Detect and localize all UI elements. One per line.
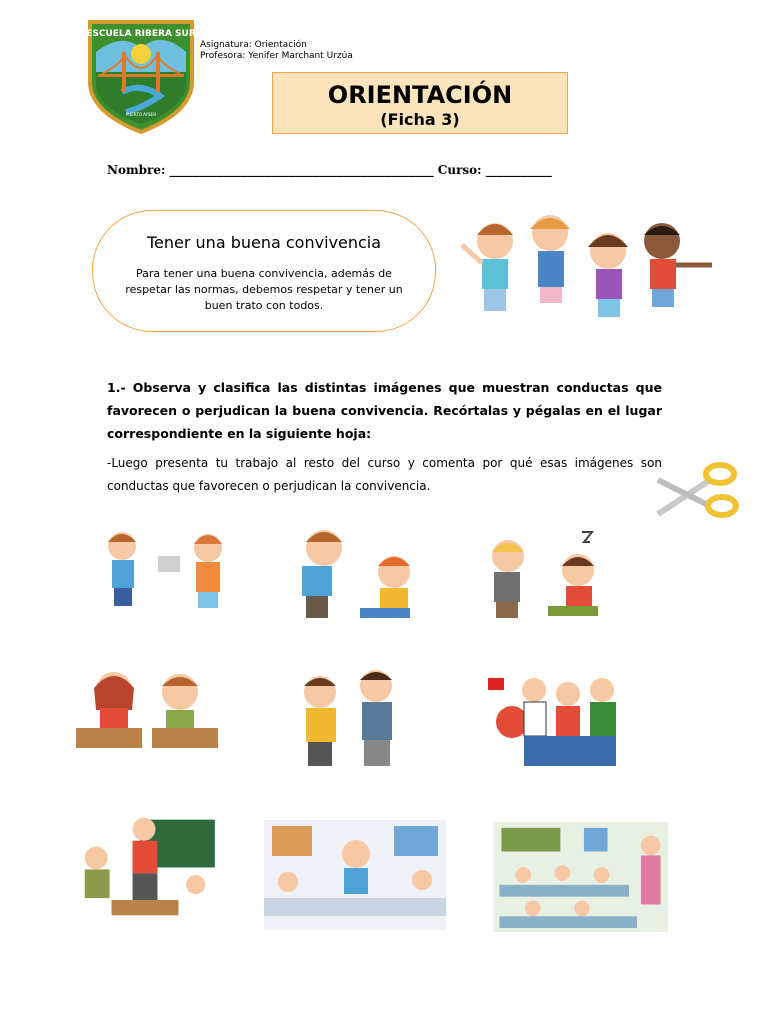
title-box: [272, 72, 568, 134]
logo-school-place: PUERTO AYSEN: [125, 112, 157, 117]
image-teasing-kid: [470, 522, 620, 632]
convivencia-callout: [92, 210, 436, 332]
page-title: ORIENTACIÓN: [327, 81, 513, 109]
image-noisy-classroom: [264, 820, 446, 930]
instruction-2: -Luego presenta tu trabajo al resto del curso y comenta por qué esas imágenes son conductas que favorecen o perjudican la convivencia.: [107, 456, 662, 493]
school-logo: [82, 12, 200, 136]
logo-school-name: ESCUELA RIBERA SUR: [86, 29, 196, 39]
image-bullying: [276, 664, 426, 774]
image-sharing-tablet: [90, 522, 240, 632]
kid-4: [644, 223, 712, 307]
instruction-1: 1.- Observa y clasifica las distintas imágenes que muestran conductas que favorecen o perjudican la buena convivencia. Recórtalas y pégalas en el lugar correspondiente en la siguiente hoja:: [107, 380, 662, 441]
callout-heading: Tener una buena convivencia: [146, 233, 382, 252]
scissors-icon: [648, 460, 748, 524]
image-kids-at-desks: [72, 660, 222, 770]
subject-label: Asignatura: Orientación: [200, 40, 307, 50]
kid-3: [588, 233, 628, 317]
page-subtitle: (Ficha 3): [380, 110, 460, 129]
image-classroom-disruption: [70, 812, 220, 922]
kid-1: [462, 223, 513, 311]
name-course-line: Nombre: ____________________________________________ Curso: ___________: [107, 163, 552, 177]
image-pushing-kid: [282, 522, 432, 632]
image-group-friends: [484, 664, 634, 774]
kid-2: [530, 215, 570, 303]
teacher-label: Profesora: Yenifer Marchant Urzúa: [200, 51, 353, 61]
callout-text: Para tener una buena convivencia, además de respetar las normas, debemos respetar y tener un buen trato con todos.: [125, 267, 403, 312]
image-orderly-classroom: [492, 822, 670, 932]
kids-illustration: [440, 203, 730, 331]
